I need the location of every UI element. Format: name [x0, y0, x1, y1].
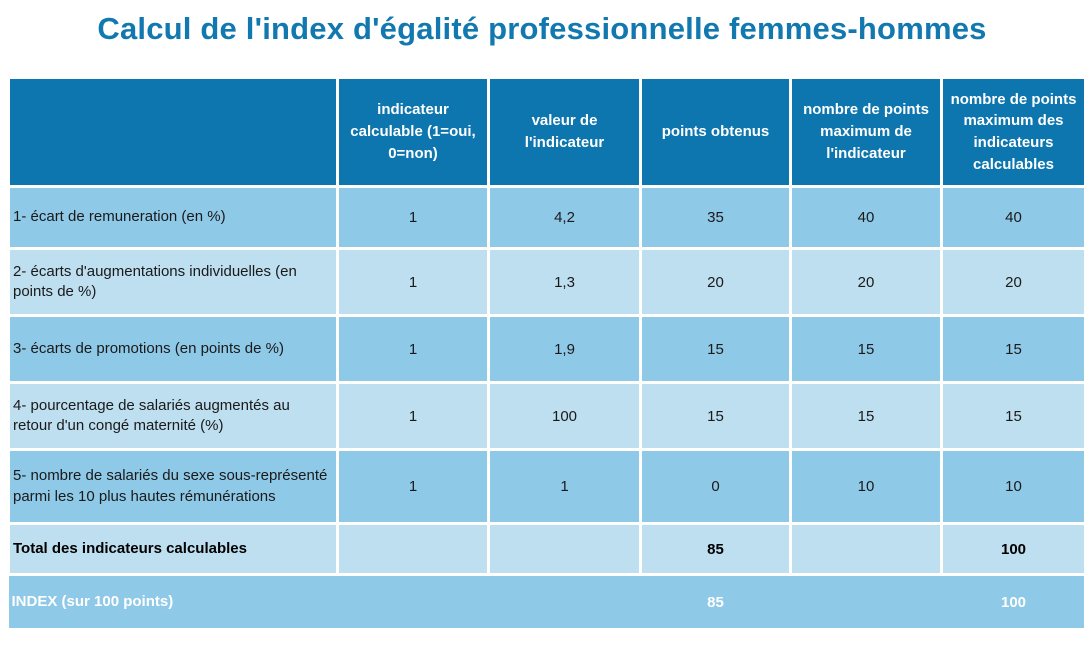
col-header-points-obtenus: points obtenus: [641, 78, 791, 187]
page-title: Calcul de l'index d'égalité professionnelle femmes-hommes: [97, 11, 987, 46]
cell-calculable: 1: [338, 187, 489, 249]
cell-valeur: 100: [489, 383, 641, 450]
cell-max-indicateur: 15: [791, 383, 942, 450]
index-empty-cell: [791, 575, 942, 629]
equality-index-table: [7, 76, 1084, 628]
cell-points: 15: [641, 316, 791, 383]
total-row: [9, 524, 1084, 575]
col-header-max-indicateur: nombre de points maximum de l'indicateur: [791, 78, 942, 187]
cell-valeur: 1,9: [489, 316, 641, 383]
cell-calculable: 1: [338, 383, 489, 450]
index-label: INDEX (sur 100 points): [9, 575, 338, 629]
index-empty-cell: [338, 575, 489, 629]
cell-points: 0: [641, 450, 791, 524]
index-row: [9, 575, 1084, 629]
cell-max-indicateur: 20: [791, 249, 942, 316]
table-body: [9, 187, 1084, 629]
row-label: 1- écart de remuneration (en %): [9, 187, 338, 249]
row-label: 3- écarts de promotions (en points de %): [9, 316, 338, 383]
cell-max-indicateur: 40: [791, 187, 942, 249]
cell-valeur: 4,2: [489, 187, 641, 249]
cell-max-indicateur: 15: [791, 316, 942, 383]
cell-max-calculables: 20: [942, 249, 1084, 316]
total-empty-cell: [791, 524, 942, 575]
cell-calculable: 1: [338, 316, 489, 383]
cell-max-calculables: 40: [942, 187, 1084, 249]
cell-valeur: 1,3: [489, 249, 641, 316]
cell-points: 35: [641, 187, 791, 249]
total-empty-cell: [489, 524, 641, 575]
table-row-indicator-2: [9, 249, 1084, 316]
total-label: Total des indicateurs calculables: [9, 524, 338, 575]
total-empty-cell: [338, 524, 489, 575]
col-header-max-calculables: nombre de points maximum des indicateurs calculables: [942, 78, 1084, 187]
cell-valeur: 1: [489, 450, 641, 524]
total-points-obtenus: 85: [641, 524, 791, 575]
col-header-indicateur-calculable: indicateur calculable (1=oui, 0=non): [338, 78, 489, 187]
index-max-calculables: 100: [942, 575, 1084, 629]
col-header-valeur-indicateur: valeur de l'indicateur: [489, 78, 641, 187]
row-label: 2- écarts d'augmentations individuelles (en points de %): [9, 249, 338, 316]
cell-calculable: 1: [338, 450, 489, 524]
table-row-indicator-1: [9, 187, 1084, 249]
table-header: [9, 78, 1084, 187]
col-header-empty: [9, 78, 338, 187]
cell-points: 15: [641, 383, 791, 450]
cell-calculable: 1: [338, 249, 489, 316]
cell-max-indicateur: 10: [791, 450, 942, 524]
cell-max-calculables: 10: [942, 450, 1084, 524]
table-row-indicator-3: [9, 316, 1084, 383]
total-max-calculables: 100: [942, 524, 1084, 575]
table-row-indicator-4: [9, 383, 1084, 450]
table-row-indicator-5: [9, 450, 1084, 524]
index-points-obtenus: 85: [641, 575, 791, 629]
row-label: 4- pourcentage de salariés augmentés au retour d'un congé maternité (%): [9, 383, 338, 450]
cell-max-calculables: 15: [942, 316, 1084, 383]
cell-points: 20: [641, 249, 791, 316]
cell-max-calculables: 15: [942, 383, 1084, 450]
index-empty-cell: [489, 575, 641, 629]
row-label: 5- nombre de salariés du sexe sous-représenté parmi les 10 plus hautes rémunérations: [9, 450, 338, 524]
header-row: [9, 78, 1084, 187]
